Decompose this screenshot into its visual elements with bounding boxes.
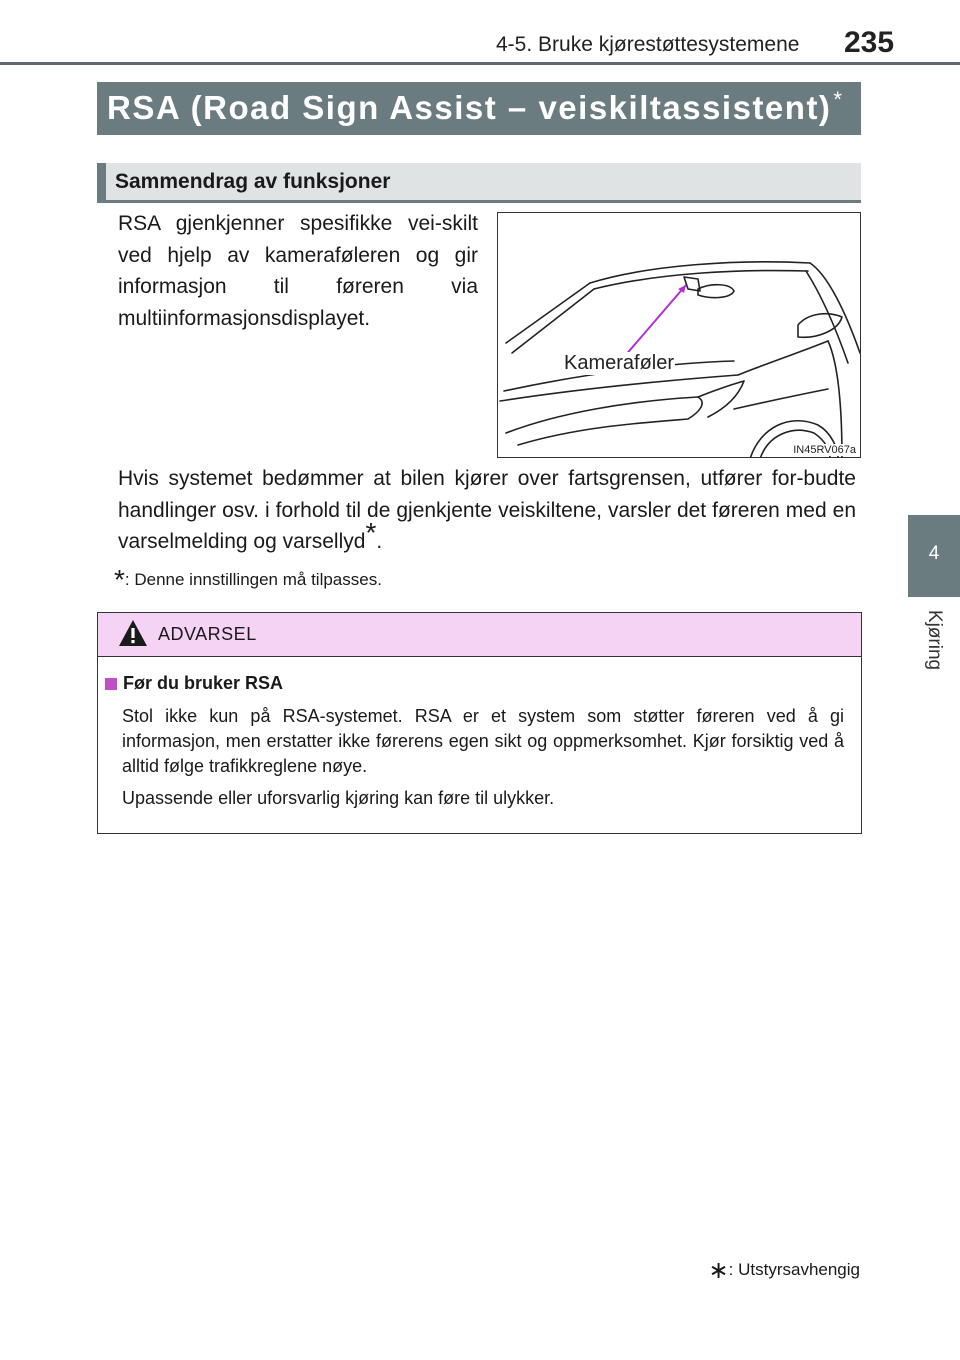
body-footnote-star: * [365, 517, 377, 548]
body-end: . [376, 530, 383, 553]
page-title [107, 87, 843, 127]
car-camera-figure [497, 212, 861, 458]
page-number: 235 [844, 26, 895, 59]
chapter-label: Kjøring [924, 609, 945, 671]
title-banner [97, 82, 861, 135]
warning-triangle-icon [118, 619, 148, 647]
chapter-tab [908, 515, 960, 597]
customization-note [114, 564, 382, 596]
section-title: 4-5. Bruke kjørestøttesystemene [496, 33, 800, 56]
warning-paragraph-1: Stol ikke kun på RSA-systemet. RSA er et system som støtter føreren ved å gi informasjon, men erstatter ikke førerens egen sikt og oppmerksomhet. Kjør forsiktig ved å alltid følge trafikkreglene nøye. [122, 706, 844, 776]
body-paragraph [118, 463, 856, 558]
warning-title: Før du bruker RSA [123, 673, 284, 693]
figure-id: IN45RV067a [793, 444, 856, 456]
subheading-bar [97, 163, 861, 203]
subheading: Sammendrag av funksjoner [115, 170, 391, 193]
page-title-text: RSA (Road Sign Assist – veiskiltassistent) [107, 89, 832, 126]
body-text: Hvis systemet bedømmer at bilen kjører over fartsgrensen, utfører for-budte handlinger osv. i forhold til de gjenkjente veiskiltene, varsler det føreren med en varselmelding og varsellyd [118, 467, 856, 553]
footer-star: ∗ [708, 1257, 729, 1284]
chapter-number: 4 [928, 543, 940, 564]
subheading-accent [97, 163, 106, 203]
intro-paragraph: RSA gjenkjenner spesifikke vei-skilt ved hjelp av kameraføleren og gir informasjon til føreren via multiinformasjonsdisplayet. [118, 212, 478, 330]
header-rule [0, 62, 960, 65]
footer-note-text: : Utstyrsavhengig [728, 1260, 860, 1279]
equipment-note [709, 1256, 860, 1285]
warning-label: ADVARSEL [158, 624, 257, 644]
camera-sensor-label: Kameraføler [564, 352, 675, 374]
bullet-square-icon [105, 678, 117, 690]
warning-paragraph-2: Upassende eller uforsvarlig kjøring kan føre til ulykker. [122, 788, 555, 808]
equipment-star: * [833, 87, 844, 112]
car-illustration [498, 213, 861, 458]
note-text: : Denne innstillingen må tilpasses. [124, 570, 382, 589]
warning-header [98, 613, 861, 657]
warning-box [97, 612, 862, 834]
note-star: * [114, 564, 125, 595]
